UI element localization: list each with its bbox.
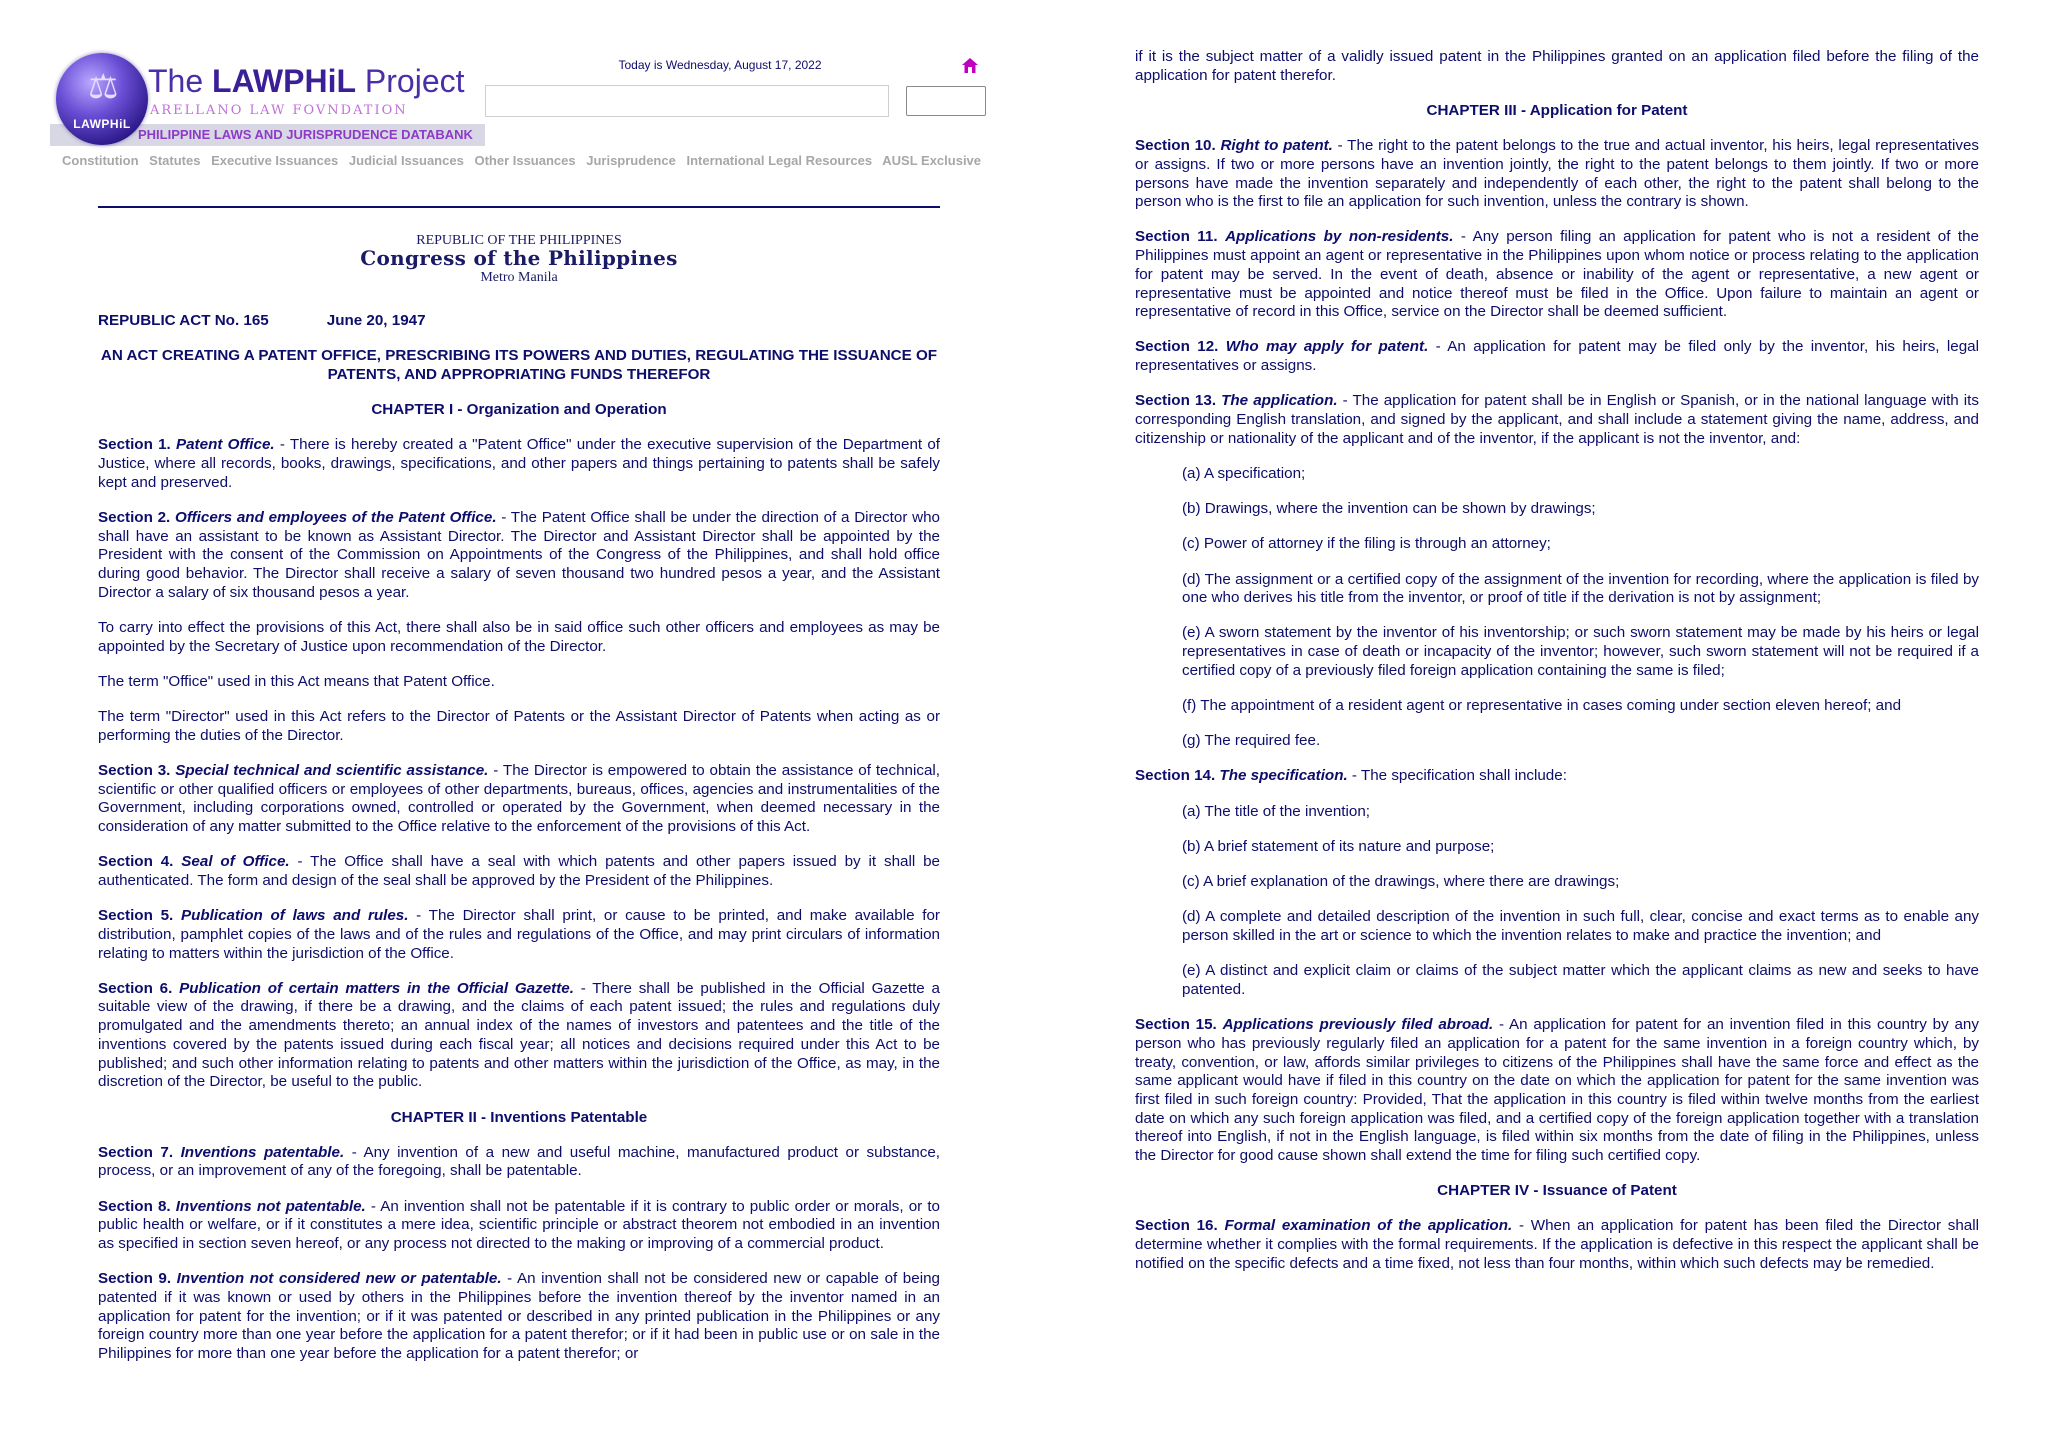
logo-title-prefix: The <box>148 63 213 99</box>
chapter-4-heading: CHAPTER IV - Issuance of Patent <box>1437 1182 1677 1200</box>
section-text: - There is hereby created a "Patent Office" under the executive supervision of the Department of Justice, where all records, books, drawings, specifications, and other papers and things pertaining to patents shall be safely kept and preserved. <box>98 436 940 491</box>
metro-manila-heading: Metro Manila <box>480 270 558 285</box>
nav-other-issuances[interactable]: Other Issuances <box>474 153 576 168</box>
section-8 <box>98 1198 940 1254</box>
date-line: Today is Wednesday, August 17, 2022 <box>618 58 822 72</box>
section-label: Section 2. <box>98 508 171 526</box>
section-15 <box>1135 1016 1979 1166</box>
section-5 <box>98 907 940 963</box>
list-item: (g) The required fee. <box>1182 732 1321 750</box>
list-item: (b) A brief statement of its nature and purpose; <box>1182 837 1495 855</box>
document-body-left <box>98 312 940 1380</box>
section-2-paragraph: To carry into effect the provisions of this Act, there shall also be in said office such other officers and employees as may be appointed by the Secretary of Justice upon recommendation of the Director. <box>98 618 940 655</box>
section-label: Section 14. <box>1135 767 1216 785</box>
section-heading: Publication of certain matters in the Official Gazette. <box>179 979 574 997</box>
section-text: - The Director is empowered to obtain the assistance of technical, scientific or other qualified officers or employees of other departments, bureaus, offices, agencies and instrumentalities of the Government, including corporations owned, controlled or operated by the Government, when deemed necessary in the consideration of any matter submitted to the Office relative to the enforcement of the provisions of this Act. <box>98 761 940 836</box>
section-heading: Inventions patentable. <box>180 1143 345 1161</box>
section-9-continued: if it is the subject matter of a validly issued patent in the Philippines granted on an application filed before the filing of the application for patent therefor. <box>1135 48 1979 84</box>
chapter-3-heading: CHAPTER III - Application for Patent <box>1426 101 1688 119</box>
section-3 <box>98 762 940 837</box>
search-button[interactable] <box>906 86 986 116</box>
list-item: (a) The title of the invention; <box>1182 802 1370 820</box>
section-text: - An application for patent may be filed only by the inventor, his heirs, legal representatives or assigns. <box>1135 338 1979 375</box>
congress-heading: Congress of the Philippines <box>360 246 678 270</box>
section-heading: Who may apply for patent. <box>1225 338 1429 356</box>
list-item: (d) A complete and detailed description of the invention in such full, clear, concise and exact terms as to enable any person skilled in the art or science to which the invention relates to make and practice the invention; and <box>1182 908 1979 944</box>
act-number <box>98 312 940 331</box>
logo-databank-label: PHILIPPINE LAWS AND JURISPRUDENCE DATABANK <box>138 127 473 142</box>
section-heading: Formal examination of the application. <box>1224 1217 1513 1235</box>
section-13 <box>1135 392 1979 448</box>
section-label: Section 13. <box>1135 392 1217 410</box>
section-text: - The right to the patent belongs to the true and actual inventor, his heirs, legal representatives or assigns. If two or more persons have an invention jointly, the right to the patent belongs to them jointly. If two or more persons have made the invention separately and independently of each other, the right to the patent shall belong to the person who is the first to file an application for such invention, unless the contrary is shown. <box>1135 137 1979 211</box>
list-item: (a) A specification; <box>1182 464 1306 482</box>
section-text: - The specification shall include: <box>1347 767 1567 785</box>
list-item: (c) A brief explanation of the drawings, where there are drawings; <box>1182 873 1620 891</box>
nav-judicial-issuances[interactable]: Judicial Issuances <box>348 153 464 168</box>
section-label: Section 7. <box>98 1143 174 1161</box>
section-text: - There shall be published in the Official Gazette a suitable view of the drawing, if there be a drawing, and the claims of each patent issued; the rules and regulations duly promulgated and the amendments thereto; an annual index of the names of investors and patentees and the title of the inventions covered by the patents issued during each fiscal year; all notices and decisions required under this Act to be published; and such other information relating to patents and other matters within the jurisdiction of the Office, as may, in the discretion of the Director, be useful to the public. <box>98 979 940 1091</box>
section-heading: Special technical and scientific assistance. <box>175 761 489 779</box>
nav-constitution[interactable]: Constitution <box>62 153 139 168</box>
section-text: - The Patent Office shall be under the direction of a Director who shall have an assistant to be known as Assistant Director. The Director and Assistant Director shall be appointed by the President with the consent of the Commission on Appointments of the Congress of the Philippines, and shall hold office during good behavior. The Director shall receive a salary of seven thousand two hundred pesos a year, and the Assistant Director a salary of six thousand pesos a year. <box>98 508 940 601</box>
logo-title-suffix: Project <box>356 63 465 99</box>
section-heading: Invention not considered new or patentable. <box>176 1270 502 1288</box>
section-label: Section 8. <box>98 1197 171 1215</box>
section-label: Section 10. <box>1135 137 1216 155</box>
section-heading: Officers and employees of the Patent Office. <box>175 508 497 526</box>
section-heading: Applications by non-residents. <box>1225 228 1454 246</box>
section-label: Section 16. <box>1135 1217 1218 1235</box>
section-text: - An application for patent for an invention filed in this country by any person who has previously regularly filed an application for a patent for the same invention in a foreign country which, by treaty, convention, or law, affords similar privileges to citizens of the Philippines shall have the same force and effect as the same applicant would have if filed in this country on the date on which the application for patent for the same invention was first filed in such foreign country: Provided, That the application in this country is filed within twelve months from the earliest date on which any such foreign application was filed, and a certified copy of the foreign application together with a translation thereof into English, if not in the English language, is filed within six months from the date of filing in the Philippines, unless the Director for good cause shown shall extend the time for filing such certified copy. <box>1135 1016 1979 1165</box>
nav-executive-issuances[interactable]: Executive Issuances <box>211 153 339 168</box>
list-item: (e) A sworn statement by the inventor of his inventorship; or such sworn statement may be made by his heirs or legal representatives in case of death or incapacity of the inventor; however, such sworn statement will not be required if a certified copy of a previously filed foreign application containing the same is filed; <box>1182 624 1979 679</box>
logo-title-bold: LAWPHiL <box>212 63 357 99</box>
nav-ausl-exclusive[interactable]: AUSL Exclusive <box>882 153 982 168</box>
section-label: Section 3. <box>98 761 171 779</box>
act-date: June 20, 1947 <box>326 312 426 329</box>
logo-title <box>148 63 465 100</box>
section-9 <box>98 1270 940 1364</box>
section-heading: Applications previously filed abroad. <box>1222 1016 1494 1034</box>
main-nav <box>62 153 988 168</box>
act-number-text: REPUBLIC ACT No. 165 <box>98 312 269 329</box>
section-14 <box>1135 767 1979 786</box>
section-heading: Seal of Office. <box>181 853 290 871</box>
home-icon[interactable] <box>960 56 980 76</box>
nav-international-legal-resources[interactable]: International Legal Resources <box>686 153 873 168</box>
section-text: - An invention shall not be patentable if it is contrary to public order or morals, or to public health or welfare, or if it constitutes a mere idea, scientific principle or abstract theorem not embodied in an invention as specified in section seven hereof, or any process not directed to the making or improving of a commercial product. <box>98 1197 940 1253</box>
section-2 <box>98 509 940 603</box>
nav-jurisprudence[interactable]: Jurisprudence <box>586 153 676 168</box>
act-title: AN ACT CREATING A PATENT OFFICE, PRESCRIBING ITS POWERS AND DUTIES, REGULATING THE ISSUANCE OF PATENTS, AND APPROPRIATING FUNDS THEREFOR <box>100 347 938 383</box>
logo-emblem <box>56 53 148 145</box>
section-1 <box>98 436 940 492</box>
chapter-2-heading: CHAPTER II - Inventions Patentable <box>390 1108 648 1126</box>
section-7 <box>98 1144 940 1181</box>
logo-foundation: ARELLANO LAW FOVNDATION <box>150 103 408 118</box>
section-6 <box>98 980 940 1092</box>
section-heading: Publication of laws and rules. <box>180 907 409 925</box>
logo-emblem-text: LAWPHiL <box>73 117 131 131</box>
section-10 <box>1135 137 1979 212</box>
section-text: - The Office shall have a seal with which patents and other papers issued by it shall be authenticated. The form and design of the seal shall be approved by the President of the Philippines. <box>98 853 940 889</box>
nav-statutes[interactable]: Statutes <box>149 153 201 168</box>
section-heading: Right to patent. <box>1220 137 1333 155</box>
list-item: (e) A distinct and explicit claim or claims of the subject matter which the applicant claims as new and seeks to have patented. <box>1182 962 1979 998</box>
section-label: Section 6. <box>98 979 173 997</box>
chapter-1-heading: CHAPTER I - Organization and Operation <box>371 401 667 419</box>
section-text: - Any invention of a new and useful machine, manufactured product or substance, process, or an improvement of any of the foregoing, shall be patentable. <box>98 1143 940 1180</box>
site-logo[interactable] <box>50 53 485 146</box>
header-divider <box>98 206 940 208</box>
section-12 <box>1135 338 1979 375</box>
section-heading: Inventions not patentable. <box>175 1197 366 1215</box>
section-heading: Patent Office. <box>175 436 275 454</box>
section-label: Section 12. <box>1135 338 1219 356</box>
section-text: - Any person filing an application for patent who is not a resident of the Philippines must appoint an agent or representative in the Philippines upon whom notice or process relating to the application for patent may be served. In the event of death, absence or inability of the agent or representative, a new agent or representative must be appointed and notice thereof must be filed in the Office. Upon failure to maintain an agent or representative of record in this Office, service on the Director shall be deemed sufficient. <box>1135 228 1979 321</box>
section-label: Section 1. <box>98 436 171 454</box>
list-item: (f) The appointment of a resident agent or representative in cases coming under section eleven hereof; and <box>1182 697 1902 715</box>
section-label: Section 9. <box>98 1270 172 1288</box>
scales-of-justice-icon: ⚖ <box>88 67 119 107</box>
section-2-paragraph: The term "Director" used in this Act refers to the Director of Patents or the Assistant Director of Patents when acting as or performing the duties of the Director. <box>98 708 940 744</box>
section-2-paragraph: The term "Office" used in this Act means that Patent Office. <box>98 672 495 690</box>
section-label: Section 15. <box>1135 1016 1217 1034</box>
section-text: - The Director shall print, or cause to be printed, and make available for distribution, pamphlet copies of the laws and of the rules and regulations of the Office, and may print circulars of information relating to matters within the jurisdiction of the Office. <box>98 907 940 962</box>
document-body-right <box>1135 48 1979 1290</box>
republic-heading: REPUBLIC OF THE PHILIPPINES <box>416 233 622 248</box>
search-input[interactable] <box>485 85 889 117</box>
section-4 <box>98 853 940 890</box>
section-text: - The application for patent shall be in English or Spanish, or in the national language with its corresponding English translation, and signed by the applicant, and shall include a statement giving the name, address, and citizenship or nationality of the applicant and of the inventor, if the applicant is not the inventor, and: <box>1135 392 1979 447</box>
section-label: Section 11. <box>1135 228 1218 246</box>
list-item: (c) Power of attorney if the filing is through an attorney; <box>1182 535 1551 553</box>
section-label: Section 4. <box>98 853 174 871</box>
section-text: - An invention shall not be considered new or capable of being patented if it was known or used by others in the Philippines before the invention thereof by the inventor named in an application for patent for the invention; or if it was patented or described in any printed publication in the Philippines or any foreign country more than one year before the application for a patent therefor; or if it had been in public use or on sale in the Philippines for more than one year before the application for a patent therefor; or <box>98 1270 940 1363</box>
list-item: (b) Drawings, where the invention can be shown by drawings; <box>1182 500 1596 518</box>
section-heading: The specification. <box>1219 767 1348 785</box>
section-heading: The application. <box>1221 392 1338 410</box>
list-item: (d) The assignment or a certified copy of the assignment of the invention for recording, where the application is filed by one who derives his title from the inventor, or proof of title if the derivation is not by assignment; <box>1182 570 1979 607</box>
section-text: - When an application for patent has been filed the Director shall determine whether it complies with the formal requirements. If the application is defective in this respect the applicant shall be notified on the specific defects and a time fixed, not less than four months, within which such defects may be remedied. <box>1135 1217 1979 1272</box>
section-16 <box>1135 1217 1979 1273</box>
section-label: Section 5. <box>98 907 174 925</box>
section-11 <box>1135 228 1979 322</box>
